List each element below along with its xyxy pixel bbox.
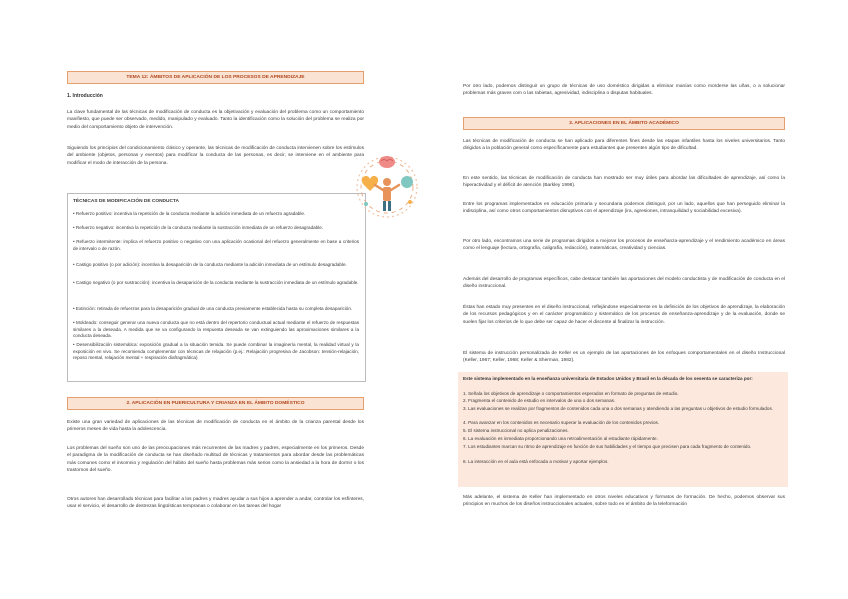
technique-item: • Refuerzo positivo: incentiva la repetición de la conducta mediante la adición inmediata de un refuerzo agradable. xyxy=(73,211,306,216)
keller-item: 1. Señala los objetivos de aprendizaje o comportamientos esperados en formato de preguntas de estudio. xyxy=(463,391,679,396)
keller-item: 3. Las evaluaciones se realizan por fragmentos de contenidos cada una o dos semanas y atendiendo a las preguntas u objetivos de estudio formulados. xyxy=(463,406,774,411)
intro-heading: 1. Introducción xyxy=(67,93,103,99)
right-paragraph-7: Éstas han estado muy presentes en el diseño instruccional, reflejándose especialmente en la definición de los objetivos de aprendizaje, la elaboración de los recursos pedagógicos y en el carácter programático y sistemático de los procesos de enseñanza-aprendizaje y de la evaluación, donde se suelen fijar los criterios de lo que debe ser capaz de hacer el discente al finalizar la instrucción. xyxy=(463,305,785,325)
keller-item: 2. Fragmenta el contenido de estudio en intervalos de una o dos semanas. xyxy=(463,398,616,403)
section-2-header: 2. APLICACIÓN EN PUERICULTURA Y CRIANZA EN EL ÁMBITO DOMÉSTICO xyxy=(67,397,364,410)
right-paragraph-2: Las técnicas de modificación de conducta se han aplicado para diferentes fines desde las etapas infantiles hasta los niveles universitarios. Tanto dirigidos a la población general como específicamente para estudiantes que presenten algún tipo de dificultad. xyxy=(463,139,785,152)
right-paragraph-9: Más adelante, el sistema de Keller han implementado en otros niveles educativos y formatos de formación. De hecho, podemos observar sus principios en muchos de los diseños instruccionales actuales, sobre todo en el ámbito de la teleformación xyxy=(463,495,785,508)
right-paragraph-5: Por otro lado, encontramos una serie de programas dirigidos a mejorar los procesos de enseñanza-aprendizaje y el rendimiento académico en áreas como el lenguaje (lectura, ortografía, caligrafía, redacción), matemáticas, creatividad y ciencias. xyxy=(463,239,785,252)
keller-system-box xyxy=(458,372,788,487)
technique-item: • Refuerzo intermitente: implica el refuerzo positivo o negativo con una aplicación ocasional del refuerzo generalmente en base a criterios de intervalo o de razón. xyxy=(73,239,359,251)
keller-intro: Este sistema implementado en la enseñanza universitaria de Estados Unidos y Brasil en la década de los sesenta se caracteriza por: xyxy=(463,376,753,381)
technique-item: • Castigo negativo (o por sustracción): incentiva la desaparición de la conducta mediante la sustracción inmediata de un estímulo agradable. xyxy=(73,280,359,285)
intro-paragraph-2: Siguiendo los principios del condicionamiento clásico y operante, las técnicas de modificación de conducta intervienen sobre los estímulos del ambiente (objetos, personas y eventos) para modificar la conducta de las personas, es decir, se interviene en el ambiente para modificar el modo de interacción de la persona. xyxy=(67,146,364,166)
right-paragraph-1: Por otro lado, podemos distinguir un grupo de técnicas de uso doméstico dirigidas a eliminar manías como morderse las uñas, o a solucionar problemas más graves com o las rabietas, agresividad, indisciplina o disputas habituales. xyxy=(463,84,785,97)
right-paragraph-8: El sistema de instrucción personalizada de Keller es un ejemplo de las aportaciones de los enfoques comportamentales en el diseño Instruccional (Keller, 1967; Keller, 1968; Keller & Sherman, 1982). xyxy=(463,351,785,364)
keller-item: 4. Para avanzar en los contenidos es necesario superar la evaluación de los contenidos previos. xyxy=(463,420,660,425)
keller-item: 7. Los estudiantes marcan su ritmo de aprendizaje en función de sus habilidades y el tiempo que precisen para cada fragmento de contenido. xyxy=(463,444,752,449)
right-paragraph-3: En este sentido, las técnicas de modificación de conducta han mostrado ser muy útiles para abordar las dificultades de aprendizaje, así como la hiperactividad y el déficit de atención (Barkley 1998). xyxy=(463,176,785,189)
section-3-header: 3. APLICACIONES EN EL ÁMBITO ACADÉMICO xyxy=(463,117,785,130)
technique-item: • Refuerzo negativo: incentiva la repetición de la conducta mediante la sustracción inmediata de un refuerzo desagradable. xyxy=(73,225,324,230)
head-heart-person-icon xyxy=(352,152,422,222)
right-paragraph-6: Además del desarrollo de programas específicos, cabe destacar también las aportaciones del modelo conductista y de modificación de conducta en el diseño instruccional. xyxy=(463,277,785,290)
right-paragraph-4: Entre los programas implementados en educación primaria y secundaria podemos distinguir, por un lado, aquellos que han perseguido eliminar la indisciplina, así como otros comportamientos disruptivos con el aprendizaje (ira, agresiones, intranquilidad y sociabilidad excesiva). xyxy=(463,202,785,215)
techniques-box xyxy=(67,193,366,382)
keller-item: 6. La evaluación es inmediata proporcionando una retroalimentación al estudiante rápidamente. xyxy=(463,436,658,441)
section-2-paragraph-2: Los problemas del sueño son uno de las preocupaciones más recurrentes de las madres y padres, especialmente en los primeros. Desde el paradigma de la modificación de conducta se han diseñado multitud de técnicas y tratamientos para abordar desde las problemáticas más comunes como el insomnio y regulación del hábito del sueño hasta problemas más serios como la ansiedad a la hora de dormir o los trastornos del sueño. xyxy=(67,446,364,473)
technique-item: • Desensibilización sistemática: exposición gradual a la situación temida. Se puede combinar la imaginería mental, la realidad virtual y la exposición en vivo. Se recomienda complementar con técnicas de relajación (p.ej.: Relajación progresiva de Jacobson: tensión-relajación, reposo mental, relajación mental + respiración diafragmática) xyxy=(73,342,359,361)
keller-item: 5. El sistema instruccional no aplica penalizaciones. xyxy=(463,428,569,433)
section-2-paragraph-1: Existe una gran variedad de aplicaciones de las técnicas de modificación de conducta en el ámbito de la crianza parental desde los primeros meses de vida hasta la adolescencia. xyxy=(67,420,364,433)
technique-item: • Castigo positivo (o por adición): incentiva la desaparición de la conducta mediante la adición inmediata de un estímulo desagradable. xyxy=(73,262,347,267)
technique-item: • Extinción: retirada de refuerzos para la desaparición gradual de una conducta previamente establecida hasta su completa desaparición. xyxy=(73,306,353,311)
techniques-box-title: TÉCNICAS DE MODIFICACIÓN DE CONDUCTA xyxy=(73,199,179,204)
topic-title-box: TEMA 12: ÁMBITOS DE APLICACIÓN DE LOS PROCESOS DE APRENDIZAJE xyxy=(67,71,364,84)
section-2-paragraph-3: Otros autores han desarrollado técnicas para facilitar a los padres y madres ayudar a sus hijos a aprender a andar, controlar los esfínteres, usar el servicio, el desarrollo de destrezas lingüísticas tempranas o colaborar en las tareas del hogar xyxy=(67,497,364,510)
intro-paragraph-1: La clave fundamental de las técnicas de modificación de conducta es la objetivación y evaluación del problema como un comportamiento manifiesto, que puede ser observado, medido, manipulado y evaluado. Tanto la identificación como la solución del problema se realiza por medio del comportamiento objeto de intervención. xyxy=(67,110,364,130)
keller-item: 8. La interacción en el aula está enfocada a motivar y aportar ejemplos. xyxy=(463,459,609,464)
technique-item: • Moldeado: conseguir generar una nueva conducta que no está dentro del repertorio conductual actual mediante el refuerzo de respuestas similares a la deseada. A medida que se va configurando la respuesta deseada se van extinguiendo las aproximaciones similares a la conducta deseada. xyxy=(73,320,359,339)
